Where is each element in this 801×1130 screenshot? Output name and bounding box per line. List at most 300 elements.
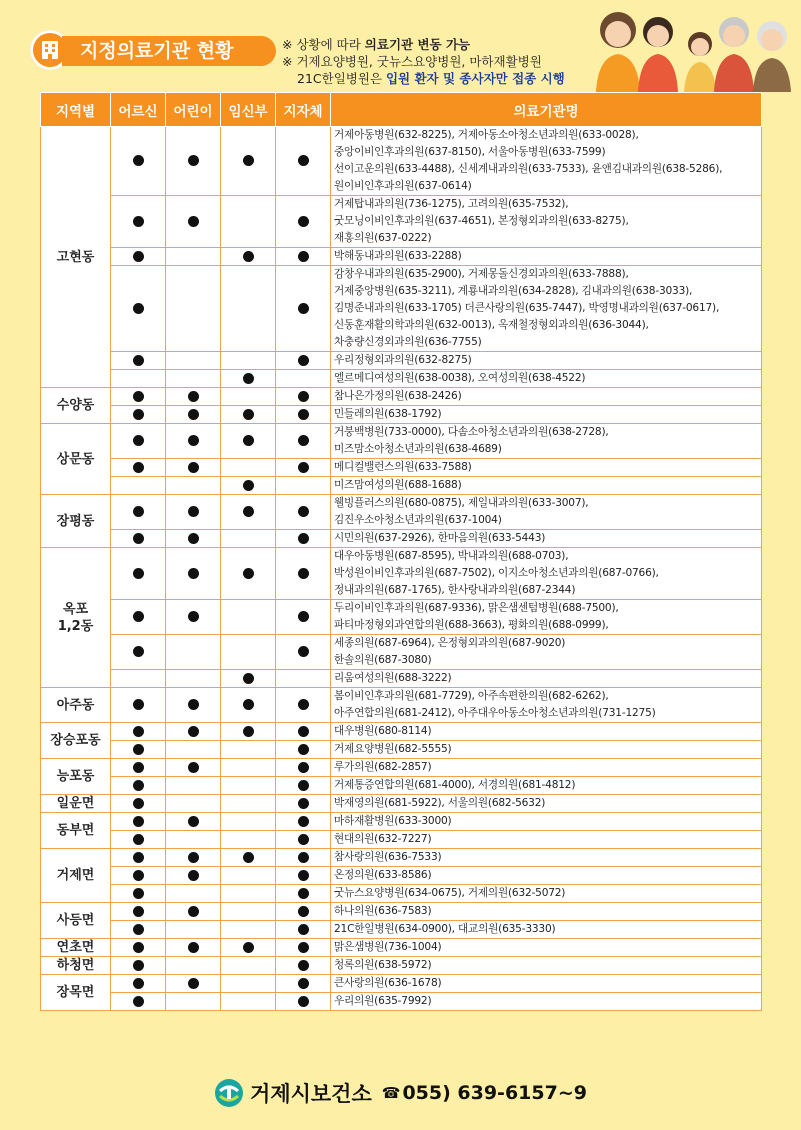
region-label: 능포동 <box>56 769 95 784</box>
designated-dot-icon <box>298 852 309 863</box>
mark-elderly-cell <box>111 849 166 867</box>
designated-dot-icon <box>298 435 309 446</box>
mark-pregnant-cell <box>221 688 276 723</box>
mark-pregnant-cell <box>221 885 276 903</box>
designated-dot-icon <box>243 852 254 863</box>
mark-local-gov-cell <box>276 352 331 370</box>
mark-elderly-cell <box>111 530 166 548</box>
footer-org-name: 거제시보건소 <box>250 1082 372 1106</box>
mark-pregnant-cell <box>221 424 276 459</box>
mark-elderly-cell <box>111 688 166 723</box>
institution-cell <box>331 741 762 759</box>
header-notes <box>282 36 565 87</box>
designated-dot-icon <box>298 960 309 971</box>
mark-local-gov-cell <box>276 831 331 849</box>
mark-children-cell <box>166 600 221 635</box>
designated-dot-icon <box>133 391 144 402</box>
institution-cell <box>331 903 762 921</box>
institution-line: 맑은샘병원(736-1004) <box>334 941 442 953</box>
table-row <box>41 600 762 635</box>
designated-dot-icon <box>133 506 144 517</box>
mark-children-cell <box>166 813 221 831</box>
region-label: 하청면 <box>56 958 95 973</box>
designated-dot-icon <box>133 155 144 166</box>
region-cell <box>41 688 111 723</box>
header-institution: 의료기관명 <box>331 93 762 127</box>
mark-local-gov-cell <box>276 388 331 406</box>
region-label: 수양동 <box>56 398 95 413</box>
designated-dot-icon <box>133 924 144 935</box>
mark-elderly-cell <box>111 370 166 388</box>
mark-children-cell <box>166 939 221 957</box>
designated-dot-icon <box>298 942 309 953</box>
mark-local-gov-cell <box>276 795 331 813</box>
region-cell <box>41 127 111 388</box>
designated-dot-icon <box>243 673 254 684</box>
table-row <box>41 939 762 957</box>
institution-line: 시민의원(637-2926), 한마음의원(633-5443) <box>334 532 546 544</box>
region-label: 아주동 <box>56 697 95 713</box>
mark-local-gov-cell <box>276 495 331 530</box>
mark-elderly-cell <box>111 388 166 406</box>
mark-children-cell <box>166 127 221 196</box>
table-row <box>41 406 762 424</box>
mark-local-gov-cell <box>276 127 331 196</box>
table-row <box>41 635 762 670</box>
mark-local-gov-cell <box>276 975 331 993</box>
institution-line: 민들레의원(638-1792) <box>334 408 442 420</box>
region-label: 옥포 <box>62 601 89 617</box>
region-label: 장목면 <box>56 985 95 1000</box>
mark-elderly-cell <box>111 424 166 459</box>
institution-line: 파티마정형외과연합의원(688-3663), 평화의원(688-0999), <box>334 619 609 631</box>
mark-local-gov-cell <box>276 477 331 495</box>
designated-dot-icon <box>188 462 199 473</box>
table-row <box>41 795 762 813</box>
designated-dot-icon <box>133 303 144 314</box>
mark-children-cell <box>166 370 221 388</box>
designated-dot-icon <box>188 155 199 166</box>
designated-dot-icon <box>298 216 309 227</box>
institution-cell <box>331 957 762 975</box>
mark-children-cell <box>166 352 221 370</box>
region-cell <box>41 388 111 424</box>
mark-local-gov-cell <box>276 459 331 477</box>
institution-line: 루가의원(682-2857) <box>334 761 432 773</box>
institution-cell <box>331 885 762 903</box>
designated-dot-icon <box>298 888 309 899</box>
institution-cell <box>331 495 762 530</box>
designated-dot-icon <box>298 303 309 314</box>
designated-dot-icon <box>298 699 309 710</box>
mark-pregnant-cell <box>221 867 276 885</box>
mark-local-gov-cell <box>276 670 331 688</box>
table-row <box>41 196 762 248</box>
table-row <box>41 903 762 921</box>
institution-line: 우리정형외과의원(632-8275) <box>334 354 472 366</box>
designated-dot-icon <box>133 960 144 971</box>
designated-dot-icon <box>133 978 144 989</box>
mark-elderly-cell <box>111 939 166 957</box>
institution-cell <box>331 127 762 196</box>
mark-local-gov-cell <box>276 600 331 635</box>
table-row <box>41 759 762 777</box>
designated-dot-icon <box>133 798 144 809</box>
institution-cell <box>331 635 762 670</box>
institution-line: 거제중앙병원(635-3211), 계룡내과의원(634-2828), 김내과의원(638-3033), <box>334 285 693 297</box>
institution-cell <box>331 921 762 939</box>
region-cell <box>41 548 111 688</box>
footer <box>0 1075 801 1111</box>
mark-local-gov-cell <box>276 424 331 459</box>
mark-children-cell <box>166 477 221 495</box>
mark-elderly-cell <box>111 831 166 849</box>
designated-dot-icon <box>133 744 144 755</box>
mark-elderly-cell <box>111 495 166 530</box>
mark-local-gov-cell <box>276 849 331 867</box>
mark-elderly-cell <box>111 759 166 777</box>
mark-pregnant-cell <box>221 477 276 495</box>
institution-line: 거제통증연합의원(681-4000), 서경의원(681-4812) <box>334 779 576 791</box>
institution-line: 굿뉴스요양병원(634-0675), 거제의원(632-5072) <box>334 887 566 899</box>
header-local-gov: 지자체 <box>276 93 331 127</box>
designated-dot-icon <box>298 762 309 773</box>
institution-cell <box>331 424 762 459</box>
mark-local-gov-cell <box>276 266 331 352</box>
note-line-2: ※ 거제요양병원, 굿뉴스요양병원, 마하재활병원 <box>282 54 542 69</box>
region-label: 일운면 <box>56 796 95 811</box>
mark-elderly-cell <box>111 921 166 939</box>
institution-line: 두리이비인후과의원(687-9336), 맑은샘센텀병원(688-7500), <box>334 602 619 614</box>
mark-children-cell <box>166 495 221 530</box>
page-title: 지정의료기관 현황 <box>62 36 276 66</box>
institution-cell <box>331 831 762 849</box>
institution-cell <box>331 352 762 370</box>
institution-line: 재홍의원(637-0222) <box>334 232 432 244</box>
mark-children-cell <box>166 867 221 885</box>
designated-dot-icon <box>298 355 309 366</box>
designated-dot-icon <box>298 834 309 845</box>
institution-cell <box>331 867 762 885</box>
designated-dot-icon <box>133 834 144 845</box>
region-cell <box>41 849 111 903</box>
designated-dot-icon <box>133 355 144 366</box>
institution-line: 참사랑의원(636-7533) <box>334 851 442 863</box>
mark-children-cell <box>166 759 221 777</box>
table-row <box>41 849 762 867</box>
header <box>0 0 801 92</box>
institution-line: 참나은가정의원(638-2426) <box>334 390 462 402</box>
designated-dot-icon <box>188 611 199 622</box>
designated-dot-icon <box>188 568 199 579</box>
designated-dot-icon <box>298 906 309 917</box>
mark-local-gov-cell <box>276 921 331 939</box>
institution-line: 원이비인후과의원(637-0614) <box>334 180 472 192</box>
designated-dot-icon <box>188 506 199 517</box>
designated-dot-icon <box>188 816 199 827</box>
mark-children-cell <box>166 670 221 688</box>
table-row <box>41 477 762 495</box>
footer-phone: 055) 639-6157~9 <box>402 1082 587 1104</box>
designated-dot-icon <box>243 699 254 710</box>
mark-children-cell <box>166 777 221 795</box>
designated-dot-icon <box>133 780 144 791</box>
institution-line: 미즈맘소아청소년과의원(638-4689) <box>334 443 502 455</box>
table-header-row <box>41 93 762 127</box>
designated-dot-icon <box>133 726 144 737</box>
designated-dot-icon <box>243 480 254 491</box>
institution-cell <box>331 670 762 688</box>
mark-children-cell <box>166 957 221 975</box>
mark-pregnant-cell <box>221 975 276 993</box>
region-label: 장승포동 <box>50 733 101 748</box>
mark-pregnant-cell <box>221 248 276 266</box>
region-cell <box>41 957 111 975</box>
mark-pregnant-cell <box>221 813 276 831</box>
mark-pregnant-cell <box>221 939 276 957</box>
designated-dot-icon <box>243 435 254 446</box>
mark-elderly-cell <box>111 867 166 885</box>
table-row <box>41 459 762 477</box>
institution-cell <box>331 939 762 957</box>
mark-pregnant-cell <box>221 777 276 795</box>
table-row <box>41 370 762 388</box>
table-row <box>41 957 762 975</box>
mark-elderly-cell <box>111 352 166 370</box>
header-pregnant: 임신부 <box>221 93 276 127</box>
table-row <box>41 723 762 741</box>
designated-dot-icon <box>133 568 144 579</box>
designated-dot-icon <box>298 816 309 827</box>
mark-pregnant-cell <box>221 741 276 759</box>
mark-elderly-cell <box>111 600 166 635</box>
institution-cell <box>331 993 762 1011</box>
region-label: 고현동 <box>56 249 95 265</box>
mark-pregnant-cell <box>221 635 276 670</box>
mark-pregnant-cell <box>221 127 276 196</box>
table-row <box>41 352 762 370</box>
institution-cell <box>331 759 762 777</box>
mark-local-gov-cell <box>276 993 331 1011</box>
designated-dot-icon <box>188 978 199 989</box>
mark-children-cell <box>166 831 221 849</box>
institution-line: 청록의원(638-5972) <box>334 959 432 971</box>
institution-cell <box>331 196 762 248</box>
designated-dot-icon <box>188 409 199 420</box>
designated-dot-icon <box>298 391 309 402</box>
table-row <box>41 741 762 759</box>
designated-dot-icon <box>133 942 144 953</box>
designated-dot-icon <box>133 409 144 420</box>
institution-cell <box>331 688 762 723</box>
institution-cell <box>331 849 762 867</box>
region-label: 연초면 <box>56 940 95 955</box>
designated-dot-icon <box>298 646 309 657</box>
institution-line: 큰사랑의원(636-1678) <box>334 977 442 989</box>
designated-dot-icon <box>298 568 309 579</box>
institution-line: 아주연합의원(681-2412), 아주대우아동소아청소년과의원(731-1275) <box>334 707 656 719</box>
family-illustration <box>588 2 793 92</box>
institution-line: 굿모닝이비인후과의원(637-4651), 본정형외과의원(633-8275), <box>334 215 629 227</box>
mark-children-cell <box>166 548 221 600</box>
designated-dot-icon <box>188 391 199 402</box>
mark-local-gov-cell <box>276 248 331 266</box>
mark-pregnant-cell <box>221 957 276 975</box>
mark-elderly-cell <box>111 670 166 688</box>
institution-line: 정내과의원(687-1765), 한사랑내과의원(687-2344) <box>334 584 576 596</box>
designated-dot-icon <box>298 798 309 809</box>
institution-line: 김진우소아청소년과의원(637-1004) <box>334 514 502 526</box>
institution-line: 선이고운의원(633-4488), 신세계내과의원(633-7533), 윤앤김내과의원(638-5286), <box>334 163 723 175</box>
mark-elderly-cell <box>111 813 166 831</box>
institution-line: 거제아동병원(632-8225), 거제아동소아청소년과의원(633-0028), <box>334 129 639 141</box>
table-row <box>41 424 762 459</box>
mark-local-gov-cell <box>276 723 331 741</box>
mark-pregnant-cell <box>221 831 276 849</box>
table-row <box>41 388 762 406</box>
mark-local-gov-cell <box>276 406 331 424</box>
institution-cell <box>331 975 762 993</box>
mark-local-gov-cell <box>276 903 331 921</box>
mark-elderly-cell <box>111 723 166 741</box>
table-row <box>41 993 762 1011</box>
table-row <box>41 266 762 352</box>
designated-dot-icon <box>243 251 254 262</box>
institution-line: 온정의원(633-8586) <box>334 869 432 881</box>
institution-line: 하나의원(636-7583) <box>334 905 432 917</box>
mark-local-gov-cell <box>276 939 331 957</box>
institution-cell <box>331 600 762 635</box>
mark-children-cell <box>166 424 221 459</box>
institution-cell <box>331 530 762 548</box>
designated-dot-icon <box>133 533 144 544</box>
institution-line: 웰빙플러스의원(680-0875), 제일내과의원(633-3007), <box>334 497 589 509</box>
region-cell <box>41 975 111 1011</box>
mark-pregnant-cell <box>221 406 276 424</box>
institution-line: 현대의원(632-7227) <box>334 833 432 845</box>
institution-cell <box>331 459 762 477</box>
table-row <box>41 885 762 903</box>
mark-children-cell <box>166 530 221 548</box>
institution-line: 마하재활병원(633-3000) <box>334 815 452 827</box>
institution-line: 21C한일병원(634-0900), 대교의원(635-3330) <box>334 923 556 935</box>
designated-dot-icon <box>298 870 309 881</box>
table-row <box>41 867 762 885</box>
institution-cell <box>331 370 762 388</box>
designated-dot-icon <box>243 373 254 384</box>
designated-dot-icon <box>243 409 254 420</box>
mark-pregnant-cell <box>221 196 276 248</box>
mark-children-cell <box>166 741 221 759</box>
mark-pregnant-cell <box>221 495 276 530</box>
header-elderly: 어르신 <box>111 93 166 127</box>
institution-line: 미즈맘여성의원(688-1688) <box>334 479 462 491</box>
designated-dot-icon <box>188 533 199 544</box>
institution-cell <box>331 406 762 424</box>
institution-cell <box>331 813 762 831</box>
designated-dot-icon <box>243 942 254 953</box>
mark-elderly-cell <box>111 196 166 248</box>
region-label: 사등면 <box>56 913 95 928</box>
table-row <box>41 921 762 939</box>
institution-line: 거제요양병원(682-5555) <box>334 743 452 755</box>
clinic-table <box>40 92 762 1011</box>
phone-icon: ☎ <box>381 1084 401 1102</box>
designated-dot-icon <box>188 699 199 710</box>
mark-local-gov-cell <box>276 635 331 670</box>
designated-dot-icon <box>188 762 199 773</box>
header-children: 어린이 <box>166 93 221 127</box>
institution-line: 거제탑내과의원(736-1275), 고려의원(635-7532), <box>334 198 569 210</box>
designated-dot-icon <box>298 409 309 420</box>
mark-local-gov-cell <box>276 741 331 759</box>
mark-elderly-cell <box>111 975 166 993</box>
table-row <box>41 248 762 266</box>
institution-line: 박재영의원(681-5922), 서울의원(682-5632) <box>334 797 546 809</box>
mark-elderly-cell <box>111 903 166 921</box>
region-cell <box>41 813 111 849</box>
institution-line: 대우아동병원(687-8595), 박내과의원(688-0703), <box>334 550 569 562</box>
institution-line: 박해동내과의원(633-2288) <box>334 250 462 262</box>
mark-local-gov-cell <box>276 688 331 723</box>
designated-dot-icon <box>298 462 309 473</box>
designated-dot-icon <box>188 726 199 737</box>
designated-dot-icon <box>298 726 309 737</box>
mark-elderly-cell <box>111 635 166 670</box>
region-cell <box>41 424 111 495</box>
institution-line: 거붕백병원(733-0000), 다솜소아청소년과의원(638-2728), <box>334 426 609 438</box>
mark-children-cell <box>166 885 221 903</box>
mark-pregnant-cell <box>221 759 276 777</box>
mark-pregnant-cell <box>221 548 276 600</box>
designated-dot-icon <box>298 978 309 989</box>
mark-children-cell <box>166 993 221 1011</box>
designated-dot-icon <box>298 780 309 791</box>
designated-dot-icon <box>133 888 144 899</box>
institution-line: 신동훈재활의학과의원(632-0013), 옥재철정형외과의원(636-3044), <box>334 319 649 331</box>
mark-pregnant-cell <box>221 849 276 867</box>
region-cell <box>41 759 111 795</box>
mark-local-gov-cell <box>276 957 331 975</box>
mark-pregnant-cell <box>221 266 276 352</box>
region-label: 거제면 <box>56 868 95 883</box>
institution-line: 중앙이비인후과의원(637-8150), 서울아동병원(633-7599) <box>334 146 606 158</box>
region-cell <box>41 795 111 813</box>
mark-elderly-cell <box>111 777 166 795</box>
mark-elderly-cell <box>111 477 166 495</box>
mark-pregnant-cell <box>221 600 276 635</box>
mark-local-gov-cell <box>276 885 331 903</box>
mark-local-gov-cell <box>276 548 331 600</box>
region-cell <box>41 495 111 548</box>
mark-pregnant-cell <box>221 459 276 477</box>
designated-dot-icon <box>298 506 309 517</box>
designated-dot-icon <box>188 906 199 917</box>
table-row <box>41 831 762 849</box>
designated-dot-icon <box>133 699 144 710</box>
mark-elderly-cell <box>111 993 166 1011</box>
mark-pregnant-cell <box>221 795 276 813</box>
institution-line: 메디컬밸런스의원(633-7588) <box>334 461 472 473</box>
mark-pregnant-cell <box>221 370 276 388</box>
mark-local-gov-cell <box>276 777 331 795</box>
table-row <box>41 127 762 196</box>
mark-children-cell <box>166 795 221 813</box>
mark-pregnant-cell <box>221 352 276 370</box>
mark-children-cell <box>166 196 221 248</box>
mark-local-gov-cell <box>276 370 331 388</box>
institution-line: 리움여성의원(688-3222) <box>334 672 452 684</box>
